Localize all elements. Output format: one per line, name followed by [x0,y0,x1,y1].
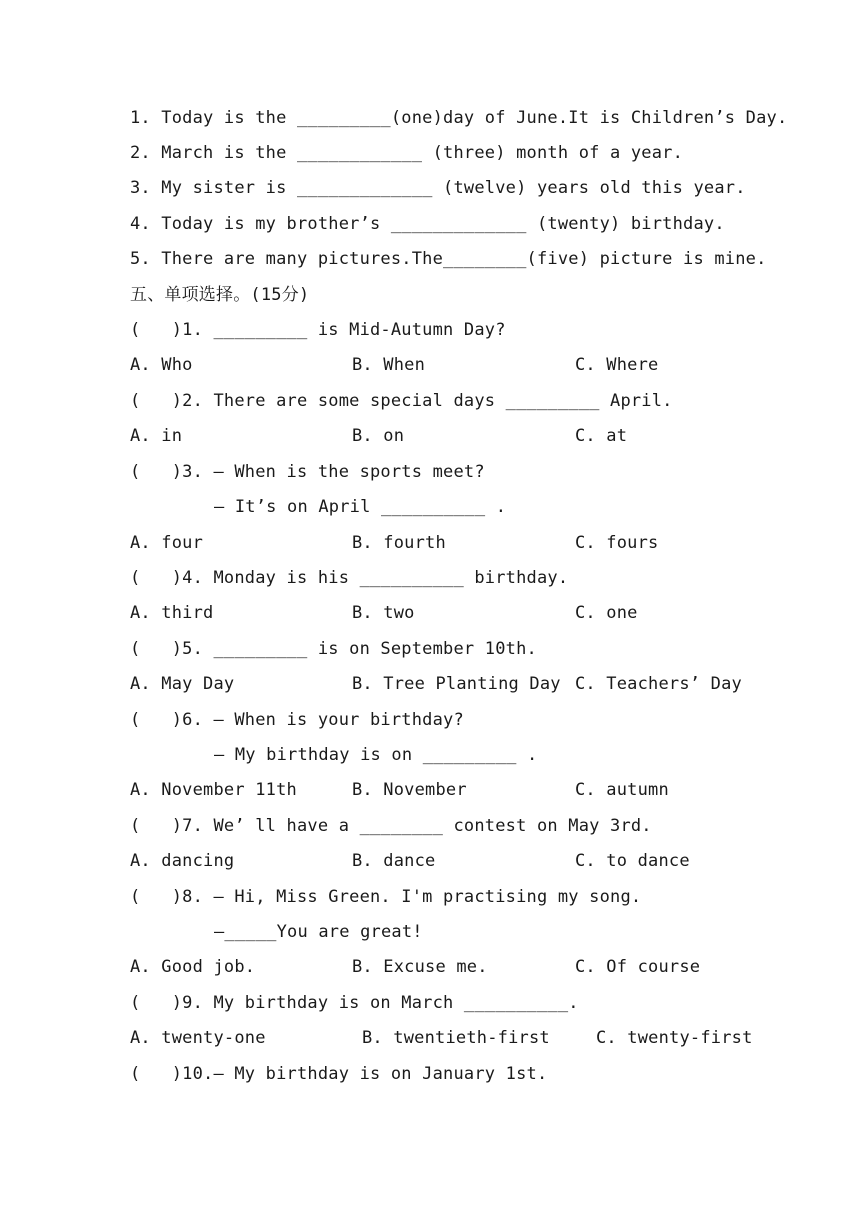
option-c: C. twenty-first [596,1028,753,1048]
fill-in-item-1: 1. Today is the _________(one)day of June.It is Children’s Day. [130,108,788,128]
question-3-stem: ( )3. — When is the sports meet? [130,462,485,482]
fill-in-item-3: 3. My sister is _____________ (twelve) years old this year. [130,178,746,198]
question-6-stem-reply: — My birthday is on _________ . [214,745,538,765]
question-3-options [130,531,750,555]
question-9-options [130,1026,753,1050]
option-c: C. one [575,603,638,623]
option-a: A. Good job. [130,957,256,977]
option-b: B. fourth [352,533,446,553]
option-a: A. Who [130,355,193,375]
option-c: C. Teachers’ Day [575,674,742,694]
question-4-options [130,601,750,625]
section-title: 五、单项选择。(15分) [130,285,310,305]
question-9-stem: ( )9. My birthday is on March __________. [130,993,579,1013]
option-b: B. November [352,780,467,800]
question-8-stem: ( )8. — Hi, Miss Green. I'm practising my song. [130,887,642,907]
fill-in-item-5: 5. There are many pictures.The________(five) picture is mine. [130,249,767,269]
option-c: C. Where [575,355,659,375]
question-8-stem-reply: —_____You are great! [214,922,423,942]
question-5-stem: ( )5. _________ is on September 10th. [130,639,537,659]
option-c: C. fours [575,533,659,553]
question-3-stem-reply: — It’s on April __________ . [214,497,507,517]
option-a: A. dancing [130,851,235,871]
option-a: A. November 11th [130,780,297,800]
question-6-options [130,778,750,802]
question-1-stem: ( )1. _________ is Mid-Autumn Day? [130,320,506,340]
fill-in-item-4: 4. Today is my brother’s _____________ (twenty) birthday. [130,214,725,234]
option-b: B. two [352,603,415,623]
question-8-options [130,955,750,979]
fill-in-item-2: 2. March is the ____________ (three) month of a year. [130,143,684,163]
option-b: B. Excuse me. [352,957,488,977]
question-5-options [130,672,750,696]
option-a: A. third [130,603,214,623]
option-a: A. May Day [130,674,235,694]
question-1-options [130,353,750,377]
option-b: B. When [352,355,426,375]
option-b: B. on [352,426,405,446]
question-7-options [130,849,750,873]
option-a: A. twenty-one [130,1028,266,1048]
question-10-stem: ( )10.— My birthday is on January 1st. [130,1064,548,1084]
option-c: C. autumn [575,780,669,800]
option-a: A. in [130,426,183,446]
question-2-options [130,424,750,448]
option-c: C. at [575,426,628,446]
option-b: B. dance [352,851,436,871]
question-4-stem: ( )4. Monday is his __________ birthday. [130,568,569,588]
question-7-stem: ( )7. We’ ll have a ________ contest on May 3rd. [130,816,652,836]
question-2-stem: ( )2. There are some special days _________ April. [130,391,673,411]
option-c: C. to dance [575,851,690,871]
option-c: C. Of course [575,957,701,977]
option-b: B. twentieth-first [362,1028,550,1048]
option-a: A. four [130,533,204,553]
question-6-stem: ( )6. — When is your birthday? [130,710,464,730]
option-b: B. Tree Planting Day [352,674,561,694]
